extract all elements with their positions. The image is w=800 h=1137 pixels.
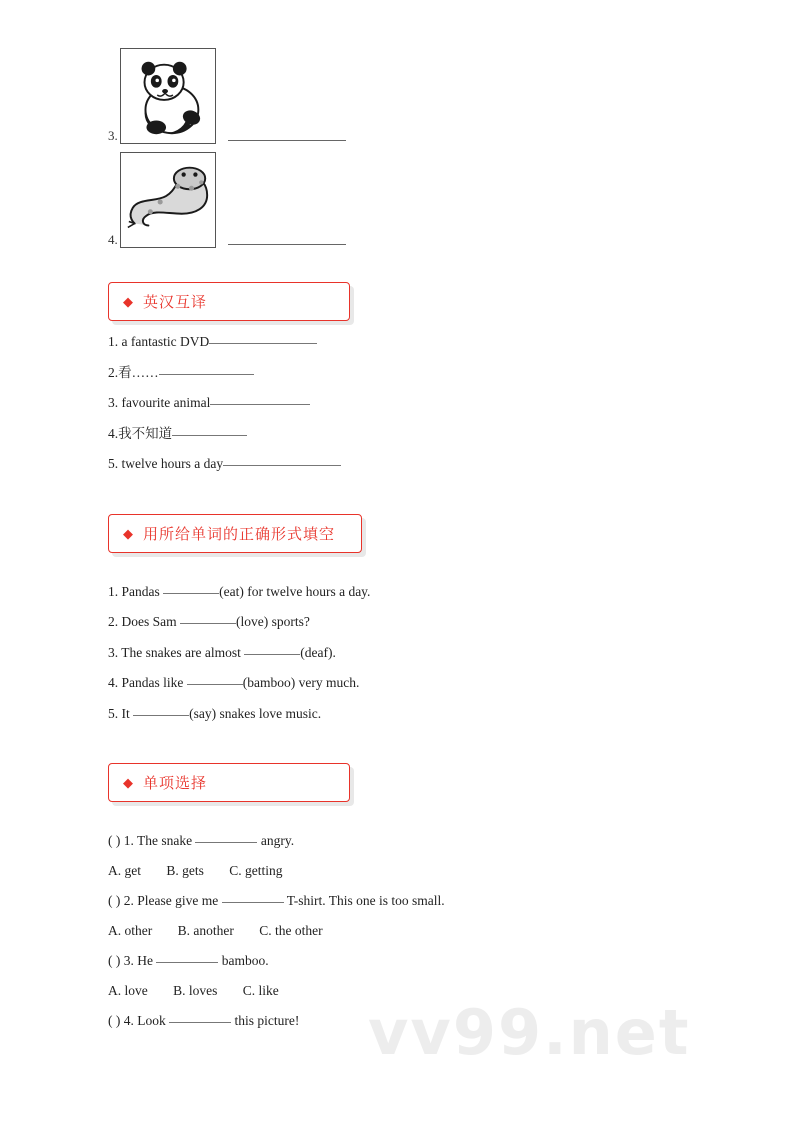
question-prefix[interactable]: ( ) 1. The snake [108, 833, 193, 848]
translation-item-1 [108, 335, 708, 349]
option-a[interactable]: A. other [108, 922, 153, 938]
mc-question-2 [108, 894, 708, 908]
answer-blank-4[interactable] [228, 243, 346, 245]
option-c[interactable]: C. the other [259, 922, 323, 938]
mc-question-1 [108, 834, 708, 848]
question-suffix: T-shirt. This one is too small. [286, 893, 445, 908]
item-prefix: 3. The snakes are almost [108, 644, 241, 660]
option-b[interactable]: B. another [177, 922, 234, 938]
translation-item-3 [108, 396, 708, 410]
word-form-item-4 [108, 676, 708, 690]
item-suffix: (bamboo) very much. [242, 675, 360, 690]
item-text: 2.看…… [108, 364, 159, 380]
item-suffix: (deaf). [300, 644, 336, 660]
mc-question-3 [108, 954, 708, 968]
answer-blank[interactable] [180, 622, 236, 624]
question-prefix[interactable]: ( ) 4. Look [108, 1013, 166, 1028]
item-text: 1. a fantastic DVD [108, 334, 210, 349]
answer-blank[interactable] [195, 841, 257, 843]
diamond-icon: ◆ [123, 525, 133, 541]
question-number: 4. [108, 232, 118, 247]
word-form-item-1 [108, 585, 708, 599]
header-box [108, 282, 350, 321]
question-suffix: bamboo. [221, 953, 269, 968]
item-suffix: (say) snakes love music. [189, 705, 322, 721]
translation-item-5 [108, 457, 708, 471]
item-prefix: 1. Pandas [108, 583, 160, 599]
snake-icon [121, 153, 215, 247]
answer-blank[interactable] [223, 464, 341, 466]
answer-blank[interactable] [209, 342, 317, 344]
mc-options-1 [108, 864, 708, 878]
option-b[interactable]: B. loves [173, 982, 218, 998]
word-form-item-5 [108, 707, 708, 721]
option-b[interactable]: B. gets [166, 862, 204, 878]
panda-icon [121, 49, 215, 143]
answer-blank[interactable] [159, 373, 254, 375]
header-box [108, 514, 362, 553]
item-suffix: (love) sports? [236, 614, 310, 629]
item-suffix: (eat) for twelve hours a day. [219, 583, 371, 599]
answer-blank[interactable] [187, 683, 243, 685]
translation-questions [108, 335, 708, 471]
section-header-multiple-choice [108, 763, 350, 802]
section-title: 用所给单词的正确形式填空 [143, 524, 336, 543]
snake-illustration [120, 152, 216, 248]
question-suffix: angry. [260, 833, 295, 848]
answer-blank[interactable] [156, 961, 218, 963]
question-prefix[interactable]: ( ) 2. Please give me [108, 893, 219, 908]
answer-blank[interactable] [133, 714, 189, 716]
answer-blank[interactable] [210, 403, 310, 405]
option-a[interactable]: A. get [108, 862, 141, 878]
mc-options-2 [108, 924, 708, 938]
answer-blank[interactable] [163, 592, 219, 594]
item-text: 3. favourite animal [108, 395, 211, 410]
section-header-word-form [108, 514, 362, 553]
item-text: 4.我不知道 [108, 425, 173, 441]
item-prefix: 4. Pandas like [108, 675, 184, 690]
question-suffix: this picture! [234, 1013, 300, 1028]
question-number: 3. [108, 128, 118, 143]
header-box [108, 763, 350, 802]
translation-item-2 [108, 366, 708, 380]
watermark: vv99.net [368, 996, 691, 1069]
translation-item-4 [108, 427, 708, 441]
option-c[interactable]: C. getting [229, 862, 283, 878]
section-title: 单项选择 [143, 774, 208, 792]
item-prefix: 2. Does Sam [108, 614, 177, 629]
section-title: 英汉互译 [143, 293, 208, 311]
item-text: 5. twelve hours a day [108, 456, 224, 471]
option-a[interactable]: A. love [108, 982, 148, 998]
answer-blank[interactable] [172, 434, 247, 436]
item-prefix: 5. It [108, 705, 130, 721]
word-form-questions [108, 585, 708, 721]
answer-blank[interactable] [222, 901, 284, 903]
picture-question-3 [108, 48, 708, 144]
word-form-item-2 [108, 615, 708, 629]
answer-blank[interactable] [244, 653, 300, 655]
mc-options-3 [108, 984, 708, 998]
answer-blank-3[interactable] [228, 139, 346, 141]
section-header-translation [108, 282, 350, 321]
panda-illustration [120, 48, 216, 144]
question-prefix[interactable]: ( ) 3. He [108, 953, 153, 968]
answer-blank[interactable] [169, 1021, 231, 1023]
diamond-icon: ◆ [123, 775, 133, 790]
picture-question-4 [108, 152, 708, 248]
document-content [108, 48, 708, 1044]
option-c[interactable]: C. like [242, 982, 279, 998]
diamond-icon: ◆ [123, 294, 133, 309]
word-form-item-3 [108, 646, 708, 660]
